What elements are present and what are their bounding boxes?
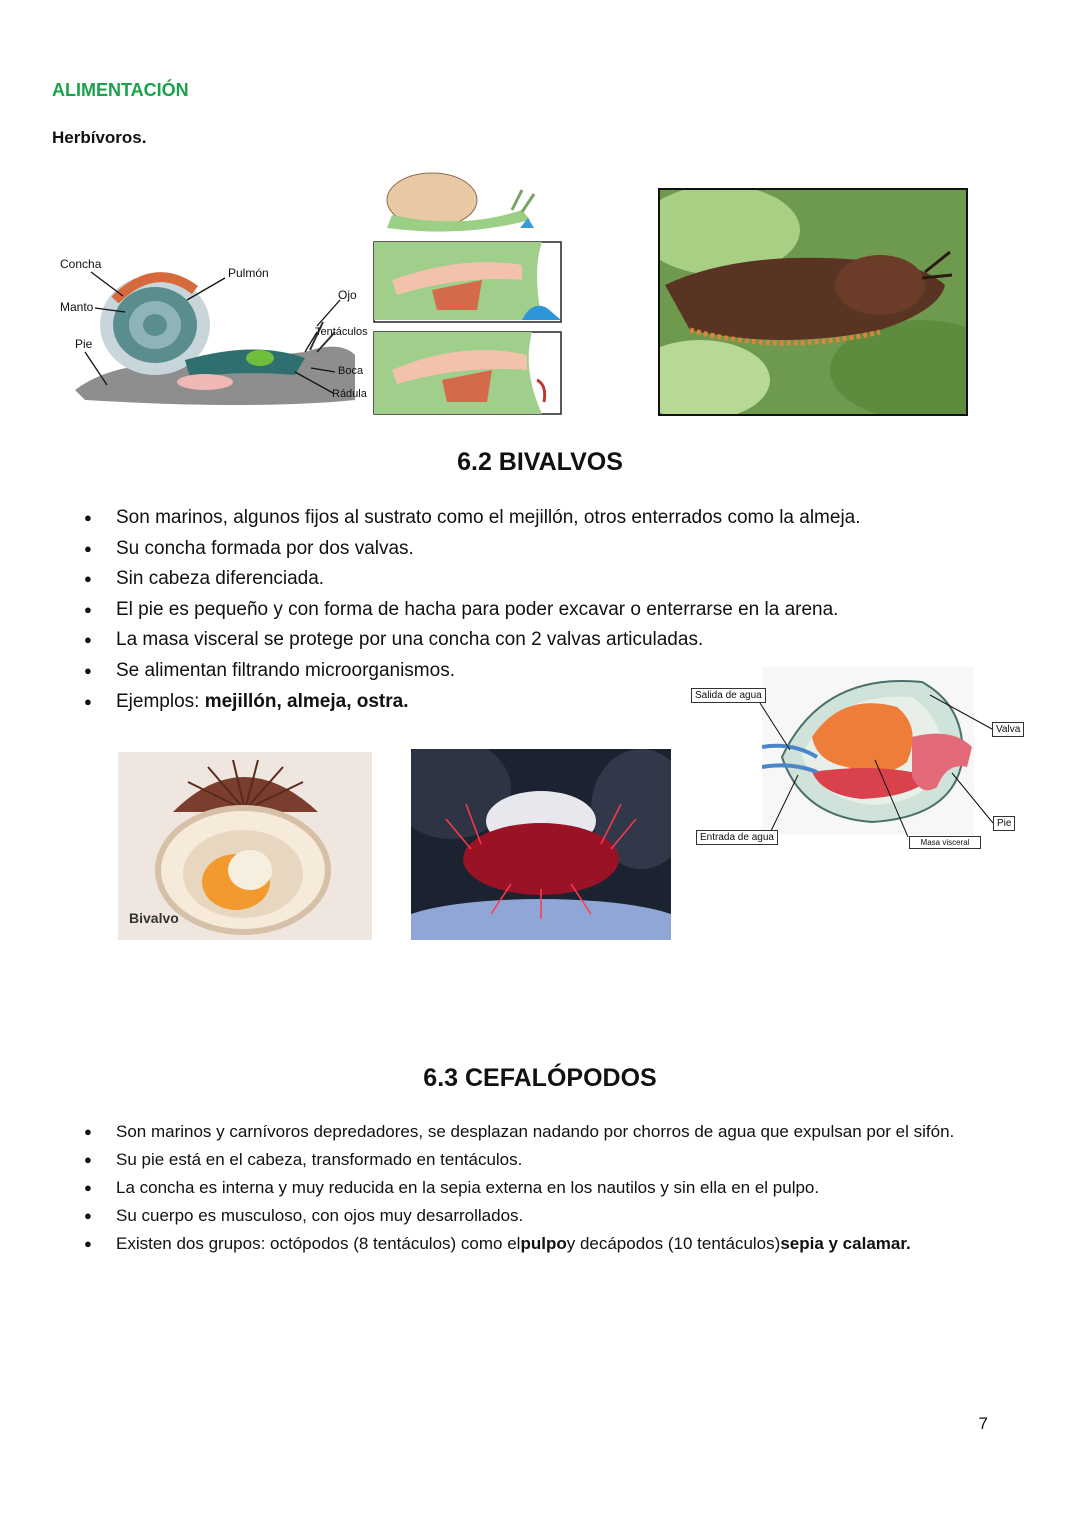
scallop-photo [118,752,372,940]
red-bivalve-photo [411,749,671,940]
list-item: ● Son marinos, algunos fijos al sustrato como el mejillón, otros enterrados como la almeja. [84,503,984,534]
list-item: ● Su pie está en el cabeza, transformado en tentáculos. [84,1146,984,1174]
examples-bold: mejillón, almeja, ostra. [204,690,409,712]
slug-photo [658,188,968,416]
label-pie: Pie [75,337,93,351]
bivalvos-heading: 6.2 BIVALVOS [457,448,623,476]
sub-label: Herbívoros. [52,128,147,147]
examples-prefix: Ejemplos: [116,690,205,712]
label-pie-bivalvo: Pie [993,816,1015,831]
list-item: ● La concha es interna y muy reducida en la sepia externa en los nautilos y sin ella en el pulpo. [84,1174,984,1202]
label-entrada: Entrada de agua [696,830,778,845]
groups-bold-1: pulpo [520,1234,567,1253]
section-label: ALIMENTACIÓN [52,80,189,100]
groups-bold-2: sepia y calamar. [780,1234,911,1253]
label-ojo: Ojo [338,288,357,302]
red-bivalve-photo-svg [411,749,671,940]
label-salida: Salida de agua [691,688,766,703]
label-pulmon: Pulmón [228,266,269,280]
label-tentaculos: Tentáculos [315,326,368,338]
list-item: ● Sin cabeza diferenciada. [84,564,984,595]
label-radula: Rádula [332,388,367,400]
snail-feeding-illustration [372,170,567,416]
label-boca: Boca [338,365,364,377]
bivalve-anatomy-diagram [690,665,1035,860]
groups-text-2: y decápodos (10 tentáculos) [566,1234,781,1253]
label-masa-visceral: Masa visceral [909,836,981,849]
cefalopodos-bullet-list [84,1118,984,1258]
list-item: ● La masa visceral se protege por una concha con 2 valvas articuladas. [84,625,984,656]
label-manto: Manto [60,300,94,314]
label-valva: Valva [992,722,1024,737]
cefalopodos-heading: 6.3 CEFALÓPODOS [423,1064,657,1092]
list-item: ● Son marinos y carnívoros depredadores, se desplazan nadando por chorros de agua que expulsan por el sifón. [84,1118,984,1146]
list-item: ● Su concha formada por dos valvas. [84,534,984,565]
photo-caption: Bivalvo [129,910,179,926]
snail-anatomy-diagram [55,240,375,415]
groups-text-1: Existen dos grupos: octópodos (8 tentáculos) como el [116,1234,521,1253]
list-item: ● El pie es pequeño y con forma de hacha para poder excavar o enterrarse en la arena. [84,595,984,626]
list-item-groups [84,1230,984,1258]
list-item: ● Su cuerpo es musculoso, con ojos muy desarrollados. [84,1202,984,1230]
page-number: 7 [978,1414,988,1433]
slug-photo-svg [660,190,966,414]
list-item: ● Se alimentan filtrando microorganismos. [84,656,984,687]
label-concha: Concha [60,257,102,271]
snail-feeding-svg [372,170,567,416]
